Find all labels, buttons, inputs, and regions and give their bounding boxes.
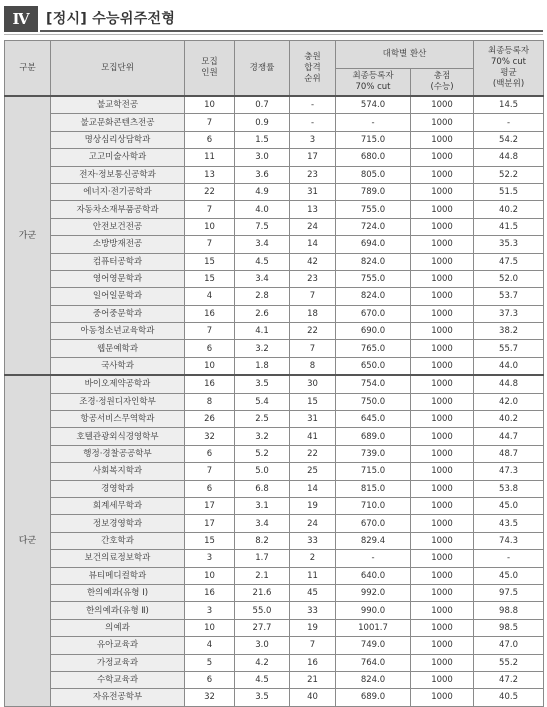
percentile-cell: 37.3	[474, 305, 544, 322]
total-score-cell: 1000	[411, 428, 474, 445]
cut-score-cell: 670.0	[336, 515, 411, 532]
ratio-cell: 4.2	[235, 654, 290, 671]
quota-cell: 15	[185, 270, 235, 287]
table-row	[5, 411, 544, 428]
cut-score-cell: 789.0	[336, 183, 411, 200]
unit-cell: 명상심리상담학과	[51, 131, 185, 148]
ratio-cell: 4.9	[235, 183, 290, 200]
waitlist-cell: 3	[290, 131, 336, 148]
waitlist-cell: 33	[290, 602, 336, 619]
group-label: 다군	[5, 375, 51, 706]
group-label: 가군	[5, 96, 51, 375]
quota-cell: 16	[185, 375, 235, 393]
quota-cell: 7	[185, 201, 235, 218]
cut-score-cell: 715.0	[336, 131, 411, 148]
table-row	[5, 288, 544, 305]
waitlist-cell: 30	[290, 375, 336, 393]
unit-cell: 한의예과(유형 Ⅰ)	[51, 584, 185, 601]
table-row	[5, 340, 544, 357]
unit-cell: 자유전공학부	[51, 689, 185, 706]
waitlist-cell: 41	[290, 428, 336, 445]
percentile-cell: 47.0	[474, 637, 544, 654]
percentile-cell: 55.7	[474, 340, 544, 357]
unit-cell: 소방방재전공	[51, 236, 185, 253]
cut-score-cell: -	[336, 550, 411, 567]
header-final-cut: 최종등록자 70% cut	[336, 69, 411, 97]
total-score-cell: 1000	[411, 305, 474, 322]
total-score-cell: 1000	[411, 114, 474, 131]
waitlist-cell: 42	[290, 253, 336, 270]
percentile-cell: 41.5	[474, 218, 544, 235]
quota-cell: 22	[185, 183, 235, 200]
percentile-cell: 98.8	[474, 602, 544, 619]
total-score-cell: 1000	[411, 236, 474, 253]
quota-cell: 6	[185, 131, 235, 148]
total-score-cell: 1000	[411, 689, 474, 706]
total-score-cell: 1000	[411, 253, 474, 270]
unit-cell: 보건의료정보학과	[51, 550, 185, 567]
percentile-cell: 98.5	[474, 619, 544, 636]
quota-cell: 10	[185, 567, 235, 584]
ratio-cell: 7.5	[235, 218, 290, 235]
waitlist-cell: 7	[290, 340, 336, 357]
table-row	[5, 393, 544, 410]
total-score-cell: 1000	[411, 567, 474, 584]
cut-score-cell: 694.0	[336, 236, 411, 253]
waitlist-cell: 33	[290, 532, 336, 549]
unit-cell: 웹문예학과	[51, 340, 185, 357]
waitlist-cell: 24	[290, 218, 336, 235]
quota-cell: 17	[185, 497, 235, 514]
unit-cell: 조경·정원디자인학부	[51, 393, 185, 410]
total-score-cell: 1000	[411, 654, 474, 671]
ratio-cell: 4.5	[235, 671, 290, 688]
quota-cell: 6	[185, 671, 235, 688]
cut-score-cell: 710.0	[336, 497, 411, 514]
waitlist-cell: 7	[290, 288, 336, 305]
quota-cell: 4	[185, 637, 235, 654]
table-row	[5, 637, 544, 654]
total-score-cell: 1000	[411, 288, 474, 305]
cut-score-cell: 650.0	[336, 357, 411, 375]
section-header	[4, 6, 543, 32]
table-row	[5, 515, 544, 532]
total-score-cell: 1000	[411, 445, 474, 462]
total-score-cell: 1000	[411, 480, 474, 497]
percentile-cell: 44.8	[474, 149, 544, 166]
total-score-cell: 1000	[411, 463, 474, 480]
quota-cell: 10	[185, 96, 235, 114]
total-score-cell: 1000	[411, 375, 474, 393]
quota-cell: 6	[185, 480, 235, 497]
ratio-cell: 4.1	[235, 323, 290, 340]
ratio-cell: 3.5	[235, 689, 290, 706]
ratio-cell: 21.6	[235, 584, 290, 601]
table-body	[5, 96, 544, 706]
total-score-cell: 1000	[411, 149, 474, 166]
table-row	[5, 149, 544, 166]
quota-cell: 16	[185, 584, 235, 601]
total-score-cell: 1000	[411, 201, 474, 218]
unit-cell: 바이오제약공학과	[51, 375, 185, 393]
quota-cell: 7	[185, 114, 235, 131]
section-title: [정시] 수능위주전형	[46, 11, 176, 27]
cut-score-cell: 765.0	[336, 340, 411, 357]
ratio-cell: 3.1	[235, 497, 290, 514]
ratio-cell: 2.1	[235, 567, 290, 584]
total-score-cell: 1000	[411, 131, 474, 148]
ratio-cell: 4.5	[235, 253, 290, 270]
percentile-cell: -	[474, 114, 544, 131]
ratio-cell: 6.8	[235, 480, 290, 497]
quota-cell: 3	[185, 602, 235, 619]
unit-cell: 항공서비스무역학과	[51, 411, 185, 428]
waitlist-cell: 2	[290, 550, 336, 567]
ratio-cell: 3.4	[235, 236, 290, 253]
waitlist-cell: 22	[290, 445, 336, 462]
waitlist-cell: 18	[290, 305, 336, 322]
ratio-cell: 1.5	[235, 131, 290, 148]
quota-cell: 15	[185, 532, 235, 549]
table-row	[5, 375, 544, 393]
percentile-cell: 53.7	[474, 288, 544, 305]
waitlist-cell: 31	[290, 183, 336, 200]
waitlist-cell: 11	[290, 567, 336, 584]
table-row	[5, 166, 544, 183]
waitlist-cell: 21	[290, 671, 336, 688]
table-row	[5, 323, 544, 340]
total-score-cell: 1000	[411, 357, 474, 375]
percentile-cell: 48.7	[474, 445, 544, 462]
waitlist-cell: 45	[290, 584, 336, 601]
table-row	[5, 428, 544, 445]
percentile-cell: 40.5	[474, 689, 544, 706]
quota-cell: 32	[185, 428, 235, 445]
percentile-cell: 74.3	[474, 532, 544, 549]
waitlist-cell: -	[290, 114, 336, 131]
cut-score-cell: 750.0	[336, 393, 411, 410]
total-score-cell: 1000	[411, 340, 474, 357]
cut-score-cell: 715.0	[336, 463, 411, 480]
percentile-cell: 53.8	[474, 480, 544, 497]
unit-cell: 정보경영학과	[51, 515, 185, 532]
unit-cell: 간호학과	[51, 532, 185, 549]
quota-cell: 3	[185, 550, 235, 567]
quota-cell: 7	[185, 323, 235, 340]
percentile-cell: -	[474, 550, 544, 567]
ratio-cell: 27.7	[235, 619, 290, 636]
unit-cell: 영어영문학과	[51, 270, 185, 287]
table-row	[5, 218, 544, 235]
cut-score-cell: 815.0	[336, 480, 411, 497]
cut-score-cell: 670.0	[336, 305, 411, 322]
ratio-cell: 3.0	[235, 149, 290, 166]
total-score-cell: 1000	[411, 270, 474, 287]
waitlist-cell: 22	[290, 323, 336, 340]
quota-cell: 8	[185, 393, 235, 410]
quota-cell: 5	[185, 654, 235, 671]
cut-score-cell: 640.0	[336, 567, 411, 584]
total-score-cell: 1000	[411, 323, 474, 340]
ratio-cell: 5.2	[235, 445, 290, 462]
header-conversion: 대학별 환산	[336, 41, 474, 69]
unit-cell: 안전보건전공	[51, 218, 185, 235]
percentile-cell: 38.2	[474, 323, 544, 340]
unit-cell: 회계세무학과	[51, 497, 185, 514]
quota-cell: 15	[185, 253, 235, 270]
table-row	[5, 270, 544, 287]
total-score-cell: 1000	[411, 96, 474, 114]
table-row	[5, 445, 544, 462]
table-row	[5, 96, 544, 114]
unit-cell: 한의예과(유형 Ⅱ)	[51, 602, 185, 619]
unit-cell: 불교문화콘텐츠전공	[51, 114, 185, 131]
waitlist-cell: 31	[290, 411, 336, 428]
percentile-cell: 14.5	[474, 96, 544, 114]
ratio-cell: 8.2	[235, 532, 290, 549]
admission-results-table	[4, 40, 544, 707]
percentile-cell: 55.2	[474, 654, 544, 671]
table-row	[5, 602, 544, 619]
total-score-cell: 1000	[411, 550, 474, 567]
waitlist-cell: 17	[290, 149, 336, 166]
table-row	[5, 550, 544, 567]
quota-cell: 26	[185, 411, 235, 428]
unit-cell: 자동차소재부품공학과	[51, 201, 185, 218]
total-score-cell: 1000	[411, 637, 474, 654]
ratio-cell: 4.0	[235, 201, 290, 218]
table-row	[5, 497, 544, 514]
cut-score-cell: 990.0	[336, 602, 411, 619]
waitlist-cell: 14	[290, 236, 336, 253]
unit-cell: 경영학과	[51, 480, 185, 497]
percentile-cell: 52.2	[474, 166, 544, 183]
table-row	[5, 236, 544, 253]
ratio-cell: 1.7	[235, 550, 290, 567]
quota-cell: 11	[185, 149, 235, 166]
section-number-badge: Ⅳ	[4, 6, 38, 32]
cut-score-cell: 992.0	[336, 584, 411, 601]
total-score-cell: 1000	[411, 602, 474, 619]
table-row	[5, 183, 544, 200]
cut-score-cell: 739.0	[336, 445, 411, 462]
table-row	[5, 480, 544, 497]
table-row	[5, 584, 544, 601]
ratio-cell: 0.9	[235, 114, 290, 131]
cut-score-cell: 755.0	[336, 201, 411, 218]
cut-score-cell: -	[336, 114, 411, 131]
quota-cell: 13	[185, 166, 235, 183]
unit-cell: 가정교육과	[51, 654, 185, 671]
table-row	[5, 619, 544, 636]
waitlist-cell: 19	[290, 497, 336, 514]
waitlist-cell: 14	[290, 480, 336, 497]
percentile-cell: 52.0	[474, 270, 544, 287]
cut-score-cell: 829.4	[336, 532, 411, 549]
table-row	[5, 532, 544, 549]
ratio-cell: 3.4	[235, 515, 290, 532]
ratio-cell: 2.8	[235, 288, 290, 305]
quota-cell: 32	[185, 689, 235, 706]
percentile-cell: 47.2	[474, 671, 544, 688]
quota-cell: 6	[185, 340, 235, 357]
table-row	[5, 305, 544, 322]
ratio-cell: 5.0	[235, 463, 290, 480]
cut-score-cell: 690.0	[336, 323, 411, 340]
table-row	[5, 689, 544, 706]
header-group: 구분	[5, 41, 51, 97]
percentile-cell: 47.5	[474, 253, 544, 270]
waitlist-cell: 13	[290, 201, 336, 218]
total-score-cell: 1000	[411, 671, 474, 688]
percentile-cell: 97.5	[474, 584, 544, 601]
title-underline	[40, 30, 543, 32]
percentile-cell: 35.3	[474, 236, 544, 253]
percentile-cell: 45.0	[474, 567, 544, 584]
waitlist-cell: 8	[290, 357, 336, 375]
cut-score-cell: 689.0	[336, 689, 411, 706]
ratio-cell: 3.2	[235, 340, 290, 357]
total-score-cell: 1000	[411, 532, 474, 549]
unit-cell: 유아교육과	[51, 637, 185, 654]
percentile-cell: 40.2	[474, 201, 544, 218]
percentile-cell: 43.5	[474, 515, 544, 532]
ratio-cell: 3.5	[235, 375, 290, 393]
quota-cell: 16	[185, 305, 235, 322]
header-unit: 모집단위	[51, 41, 185, 97]
unit-cell: 고고미술사학과	[51, 149, 185, 166]
percentile-cell: 44.0	[474, 357, 544, 375]
ratio-cell: 3.4	[235, 270, 290, 287]
waitlist-cell: 25	[290, 463, 336, 480]
cut-score-cell: 574.0	[336, 96, 411, 114]
unit-cell: 일어일문학과	[51, 288, 185, 305]
unit-cell: 행정·경찰공공학부	[51, 445, 185, 462]
waitlist-cell: 24	[290, 515, 336, 532]
waitlist-cell: 40	[290, 689, 336, 706]
cut-score-cell: 754.0	[336, 375, 411, 393]
ratio-cell: 55.0	[235, 602, 290, 619]
unit-cell: 호텔관광외식경영학부	[51, 428, 185, 445]
total-score-cell: 1000	[411, 497, 474, 514]
total-score-cell: 1000	[411, 584, 474, 601]
unit-cell: 아동청소년교육학과	[51, 323, 185, 340]
unit-cell: 전자·정보통신공학과	[51, 166, 185, 183]
waitlist-cell: -	[290, 96, 336, 114]
cut-score-cell: 824.0	[336, 253, 411, 270]
ratio-cell: 3.2	[235, 428, 290, 445]
table-row	[5, 463, 544, 480]
ratio-cell: 1.8	[235, 357, 290, 375]
cut-score-cell: 749.0	[336, 637, 411, 654]
percentile-cell: 44.8	[474, 375, 544, 393]
unit-cell: 의예과	[51, 619, 185, 636]
waitlist-cell: 19	[290, 619, 336, 636]
waitlist-cell: 23	[290, 166, 336, 183]
unit-cell: 사회복지학과	[51, 463, 185, 480]
waitlist-cell: 16	[290, 654, 336, 671]
header-percentile: 최종등록자 70% cut 평균 (백분위)	[474, 41, 544, 97]
quota-cell: 6	[185, 445, 235, 462]
ratio-cell: 0.7	[235, 96, 290, 114]
quota-cell: 7	[185, 236, 235, 253]
total-score-cell: 1000	[411, 411, 474, 428]
ratio-cell: 5.4	[235, 393, 290, 410]
cut-score-cell: 645.0	[336, 411, 411, 428]
table-row	[5, 654, 544, 671]
unit-cell: 국사학과	[51, 357, 185, 375]
table-row	[5, 671, 544, 688]
cut-score-cell: 724.0	[336, 218, 411, 235]
quota-cell: 7	[185, 463, 235, 480]
cut-score-cell: 764.0	[336, 654, 411, 671]
quota-cell: 10	[185, 218, 235, 235]
percentile-cell: 45.0	[474, 497, 544, 514]
cut-score-cell: 824.0	[336, 671, 411, 688]
table-row	[5, 253, 544, 270]
ratio-cell: 2.5	[235, 411, 290, 428]
table-row	[5, 114, 544, 131]
ratio-cell: 3.0	[235, 637, 290, 654]
percentile-cell: 44.7	[474, 428, 544, 445]
table-row	[5, 131, 544, 148]
table-row	[5, 567, 544, 584]
cut-score-cell: 689.0	[336, 428, 411, 445]
waitlist-cell: 23	[290, 270, 336, 287]
quota-cell: 4	[185, 288, 235, 305]
cut-score-cell: 1001.7	[336, 619, 411, 636]
table-row	[5, 201, 544, 218]
cut-score-cell: 824.0	[336, 288, 411, 305]
percentile-cell: 40.2	[474, 411, 544, 428]
total-score-cell: 1000	[411, 619, 474, 636]
ratio-cell: 2.6	[235, 305, 290, 322]
percentile-cell: 47.3	[474, 463, 544, 480]
total-score-cell: 1000	[411, 218, 474, 235]
waitlist-cell: 15	[290, 393, 336, 410]
total-score-cell: 1000	[411, 183, 474, 200]
unit-cell: 뷰티메디컬학과	[51, 567, 185, 584]
percentile-cell: 42.0	[474, 393, 544, 410]
quota-cell: 10	[185, 619, 235, 636]
unit-cell: 중어중문학과	[51, 305, 185, 322]
total-score-cell: 1000	[411, 166, 474, 183]
unit-cell: 에너지·전기공학과	[51, 183, 185, 200]
title-underline-thin	[4, 34, 543, 35]
percentile-cell: 51.5	[474, 183, 544, 200]
ratio-cell: 3.6	[235, 166, 290, 183]
header-waitlist: 충원 합격 순위	[290, 41, 336, 97]
cut-score-cell: 755.0	[336, 270, 411, 287]
total-score-cell: 1000	[411, 393, 474, 410]
quota-cell: 10	[185, 357, 235, 375]
unit-cell: 불교학전공	[51, 96, 185, 114]
unit-cell: 수학교육과	[51, 671, 185, 688]
unit-cell: 컴퓨터공학과	[51, 253, 185, 270]
waitlist-cell: 7	[290, 637, 336, 654]
percentile-cell: 54.2	[474, 131, 544, 148]
header-quota: 모집 인원	[185, 41, 235, 97]
cut-score-cell: 805.0	[336, 166, 411, 183]
total-score-cell: 1000	[411, 515, 474, 532]
header-ratio: 경쟁률	[235, 41, 290, 97]
header-total: 총점 (수능)	[411, 69, 474, 97]
cut-score-cell: 680.0	[336, 149, 411, 166]
table-row	[5, 357, 544, 375]
quota-cell: 17	[185, 515, 235, 532]
